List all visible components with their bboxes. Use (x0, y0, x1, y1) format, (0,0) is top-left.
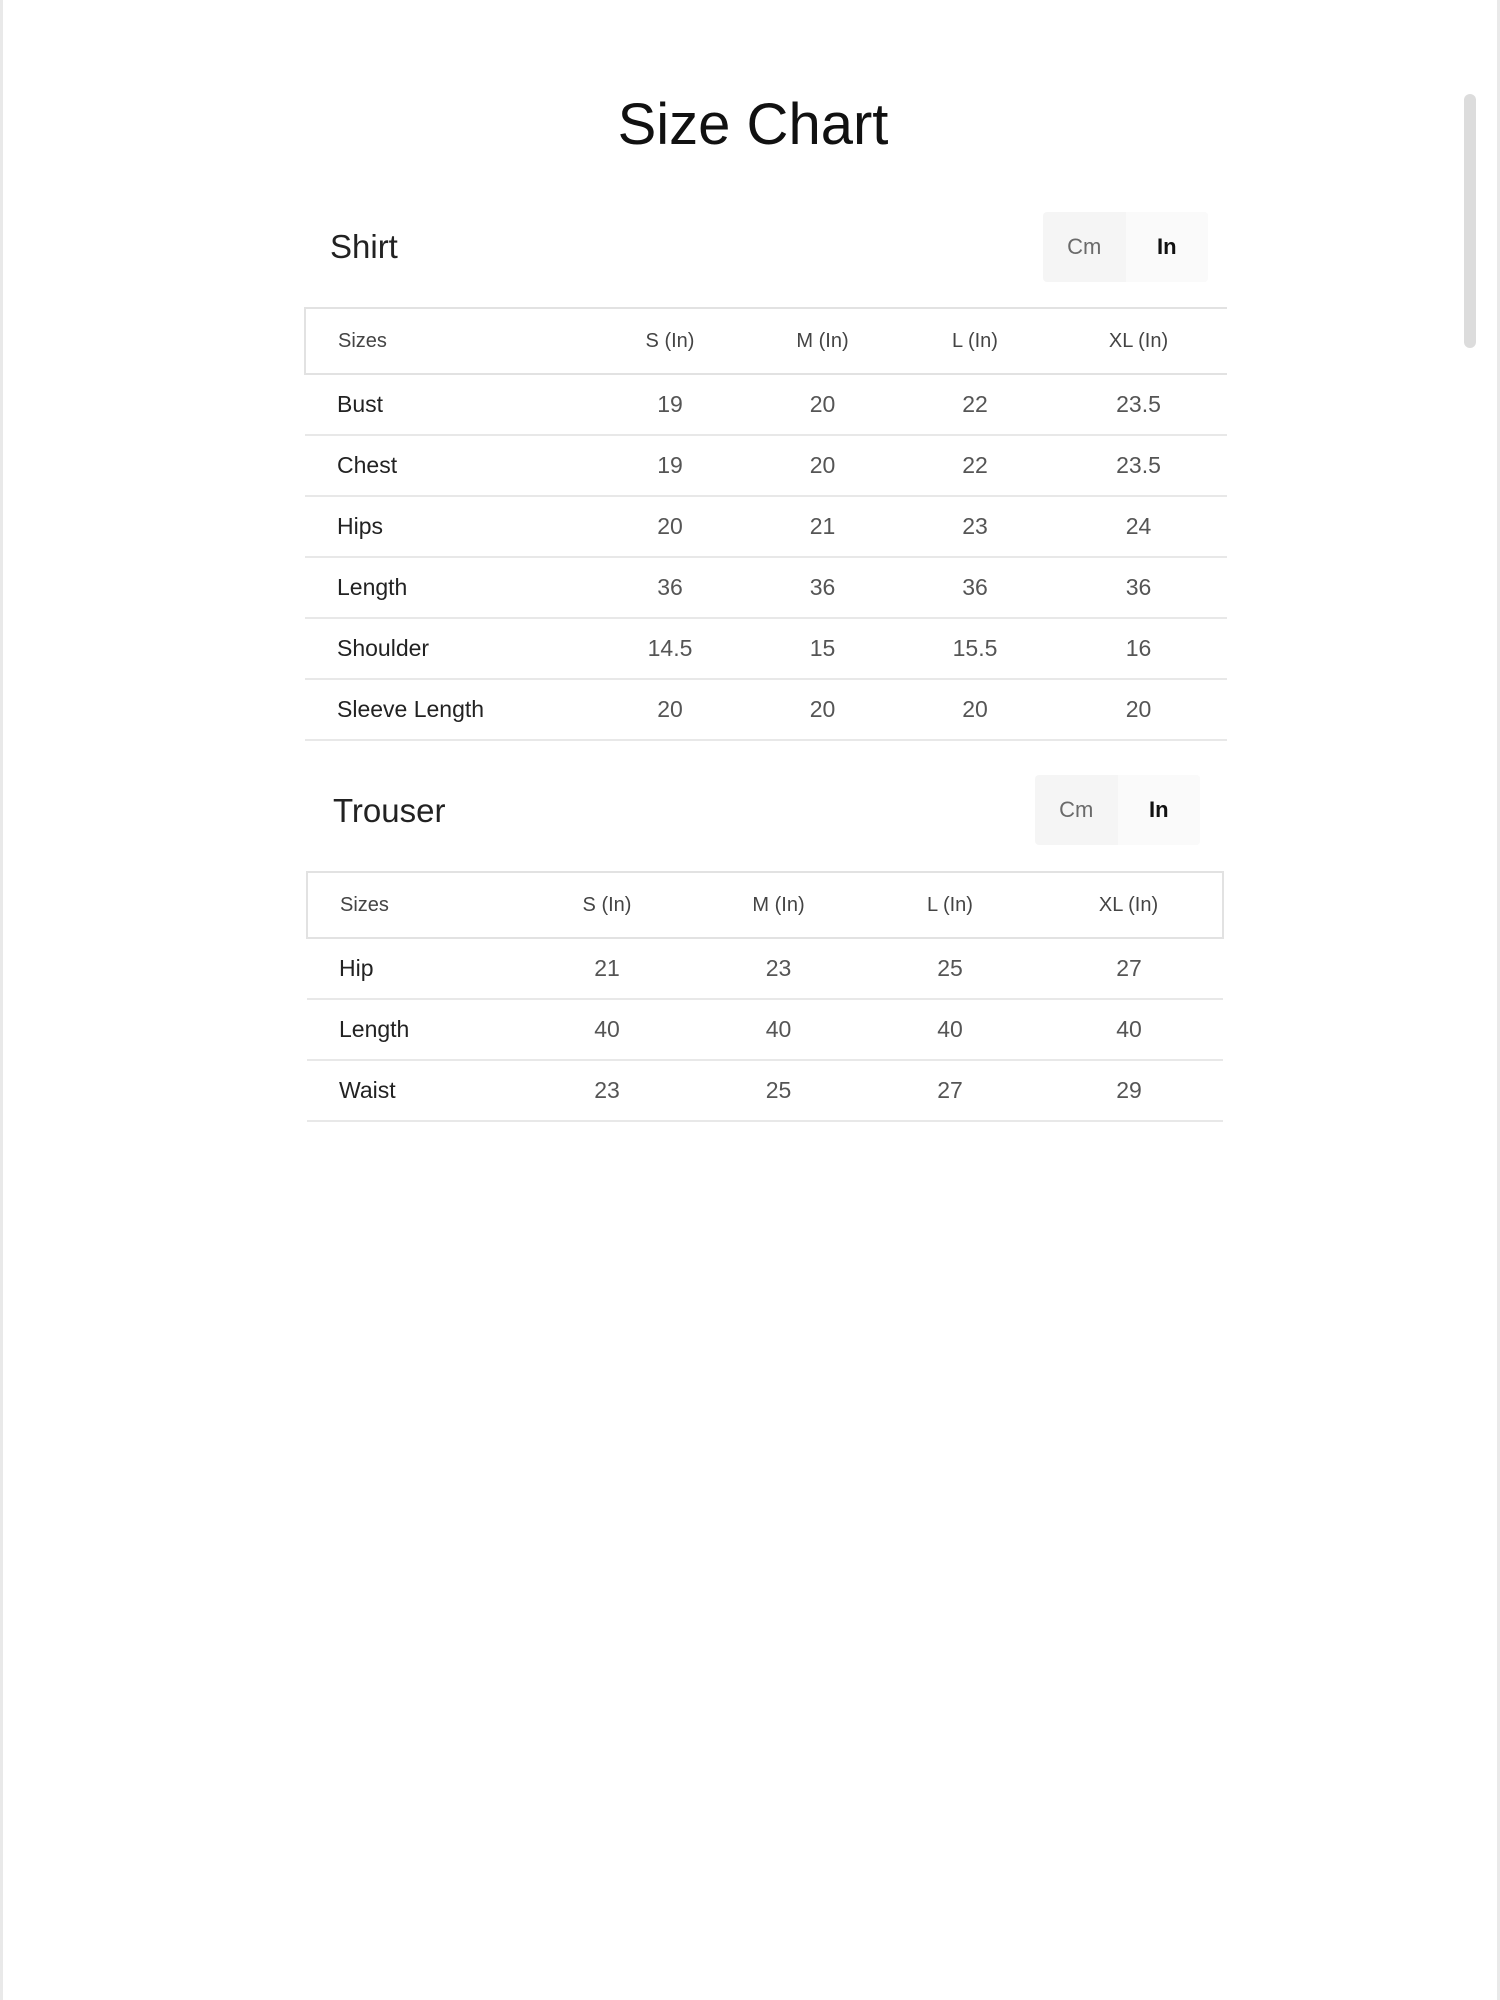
shirt-header-xl: XL (In) (1050, 308, 1227, 374)
trouser-unit-toggle (1035, 775, 1200, 845)
table-cell: 23.5 (1050, 374, 1227, 435)
trouser-row-label: Hip (307, 938, 522, 999)
trouser-unit-cm-button[interactable]: Cm (1059, 797, 1094, 822)
page-left-edge (0, 0, 3, 2000)
shirt-header-m: M (In) (745, 308, 900, 374)
shirt-unit-cm-button[interactable]: Cm (1067, 234, 1102, 259)
table-cell: 20 (745, 435, 900, 496)
table-cell: 25 (865, 938, 1035, 999)
trouser-unit-in-button[interactable]: In (1118, 775, 1201, 845)
table-cell: 23.5 (1050, 435, 1227, 496)
shirt-header-sizes: Sizes (305, 308, 595, 374)
table-row (305, 679, 1227, 740)
shirt-row-label: Sleeve Length (305, 679, 595, 740)
trouser-header-row (307, 872, 1223, 938)
shirt-size-table (304, 307, 1227, 741)
shirt-unit-toggle (1043, 212, 1208, 282)
table-cell: 23 (692, 938, 865, 999)
shirt-header-s: S (In) (595, 308, 745, 374)
table-cell: 23 (522, 1060, 692, 1121)
table-cell: 21 (745, 496, 900, 557)
table-cell: 22 (900, 435, 1050, 496)
table-cell: 40 (865, 999, 1035, 1060)
shirt-header-row (305, 308, 1227, 374)
table-cell: 40 (692, 999, 865, 1060)
shirt-section-title: Shirt (330, 228, 398, 265)
table-cell: 36 (1050, 557, 1227, 618)
table-cell: 25 (692, 1060, 865, 1121)
table-cell: 19 (595, 374, 745, 435)
table-row (305, 435, 1227, 496)
table-row (307, 938, 1223, 999)
table-cell: 20 (745, 679, 900, 740)
table-cell: 40 (522, 999, 692, 1060)
table-cell: 15 (745, 618, 900, 679)
table-cell: 19 (595, 435, 745, 496)
table-row (307, 999, 1223, 1060)
trouser-header-xl: XL (In) (1035, 872, 1223, 938)
trouser-header-m: M (In) (692, 872, 865, 938)
table-row (305, 618, 1227, 679)
table-cell: 24 (1050, 496, 1227, 557)
shirt-unit-in-button[interactable]: In (1126, 212, 1209, 282)
shirt-header-l: L (In) (900, 308, 1050, 374)
table-cell: 27 (1035, 938, 1223, 999)
trouser-header-s: S (In) (522, 872, 692, 938)
table-row (305, 496, 1227, 557)
table-cell: 14.5 (595, 618, 745, 679)
trouser-row-label: Length (307, 999, 522, 1060)
shirt-row-label: Length (305, 557, 595, 618)
trouser-section-title: Trouser (333, 792, 446, 829)
table-cell: 36 (900, 557, 1050, 618)
table-cell: 23 (900, 496, 1050, 557)
table-cell: 20 (745, 374, 900, 435)
shirt-row-label: Hips (305, 496, 595, 557)
page-title: Size Chart (617, 91, 889, 157)
trouser-header-l: L (In) (865, 872, 1035, 938)
table-cell: 20 (1050, 679, 1227, 740)
trouser-header-sizes: Sizes (307, 872, 522, 938)
table-cell: 20 (595, 679, 745, 740)
table-cell: 22 (900, 374, 1050, 435)
table-cell: 40 (1035, 999, 1223, 1060)
table-cell: 36 (595, 557, 745, 618)
table-cell: 29 (1035, 1060, 1223, 1121)
table-cell: 16 (1050, 618, 1227, 679)
table-cell: 36 (745, 557, 900, 618)
table-cell: 20 (900, 679, 1050, 740)
table-row (305, 557, 1227, 618)
table-cell: 15.5 (900, 618, 1050, 679)
table-row (307, 1060, 1223, 1121)
trouser-row-label: Waist (307, 1060, 522, 1121)
shirt-row-label: Chest (305, 435, 595, 496)
table-cell: 27 (865, 1060, 1035, 1121)
table-cell: 21 (522, 938, 692, 999)
table-row (305, 374, 1227, 435)
shirt-row-label: Shoulder (305, 618, 595, 679)
shirt-row-label: Bust (305, 374, 595, 435)
table-cell: 20 (595, 496, 745, 557)
trouser-size-table (306, 871, 1224, 1122)
